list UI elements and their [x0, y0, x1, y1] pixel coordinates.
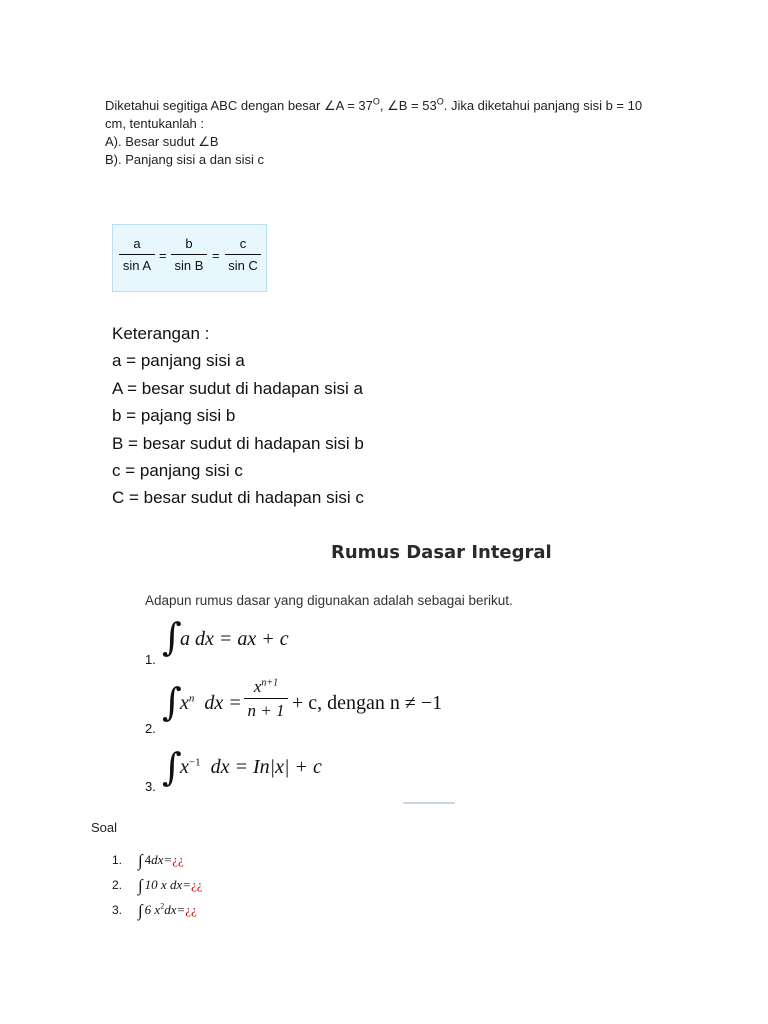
- formula-2-number: 2.: [145, 721, 156, 736]
- formula-2-fraction: $x^{n+1}$ n + 1: [244, 677, 288, 721]
- problem-statement: [105, 97, 642, 169]
- soal-label: Soal: [91, 820, 118, 835]
- list-item: c = panjang sisi c: [112, 461, 243, 481]
- problem-line-2: cm, tentukanlah :: [105, 116, 204, 131]
- list-item: B = besar sudut di hadapan sisi b: [112, 433, 364, 453]
- sine-rule-box: [112, 224, 267, 292]
- formula-1-expression: a dx = ax + c: [180, 628, 289, 650]
- fraction-b-over-sinB: b sin B: [171, 236, 207, 273]
- problem-line-3: A). Besar sudut ∠B: [105, 134, 219, 149]
- keterangan-list: [112, 320, 364, 512]
- equals-sign: =: [212, 248, 220, 263]
- integral-sign-icon: ∫: [162, 680, 182, 724]
- equals-sign: =: [159, 248, 167, 263]
- formula-1-number: 1.: [145, 652, 156, 667]
- list-item: a = panjang sisi a: [112, 351, 245, 371]
- list-item: b = pajang sisi b: [112, 406, 236, 426]
- list-item: 3. ∫ 6 $x^2dx=¿¿$: [112, 901, 197, 920]
- problem-line-4: B). Panjang sisi a dan sisi c: [105, 152, 264, 167]
- integral-sign-icon: ∫: [162, 745, 182, 789]
- fraction-a-over-sinA: a sin A: [119, 236, 155, 273]
- integral-sign-icon: ∫: [138, 901, 143, 920]
- formula-2-tail: + c, dengan n ≠ −1: [292, 692, 443, 714]
- keterangan-heading: Keterangan :: [112, 324, 210, 343]
- divider: [403, 802, 455, 804]
- integral-sign-icon: ∫: [138, 851, 143, 870]
- integral-sign-icon: ∫: [162, 615, 182, 659]
- list-item: 2. ∫ 10 x dx=¿¿: [112, 876, 203, 895]
- formula-3-number: 3.: [145, 779, 156, 794]
- section-intro: Adapun rumus dasar yang digunakan adalah sebagai berikut.: [145, 593, 513, 608]
- fraction-c-over-sinC: c sin C: [225, 236, 261, 273]
- list-item: 1. ∫ 4dx=¿¿: [112, 851, 184, 870]
- formula-2-lhs: $x^n$ dx =: [180, 692, 242, 714]
- list-item: C = besar sudut di hadapan sisi c: [112, 488, 364, 508]
- list-item: A = besar sudut di hadapan sisi a: [112, 378, 363, 398]
- integral-sign-icon: ∫: [138, 876, 143, 895]
- formula-3-expression: $x^{-1}$ dx = In|x| + c: [180, 756, 322, 778]
- section-title: Rumus Dasar Integral: [331, 542, 552, 563]
- problem-line-1: Diketahui segitiga ABC dengan besar ∠A = $37^O$, ∠B = $53^O$. Jika diketahui panjang sisi b = 10: [105, 96, 643, 113]
